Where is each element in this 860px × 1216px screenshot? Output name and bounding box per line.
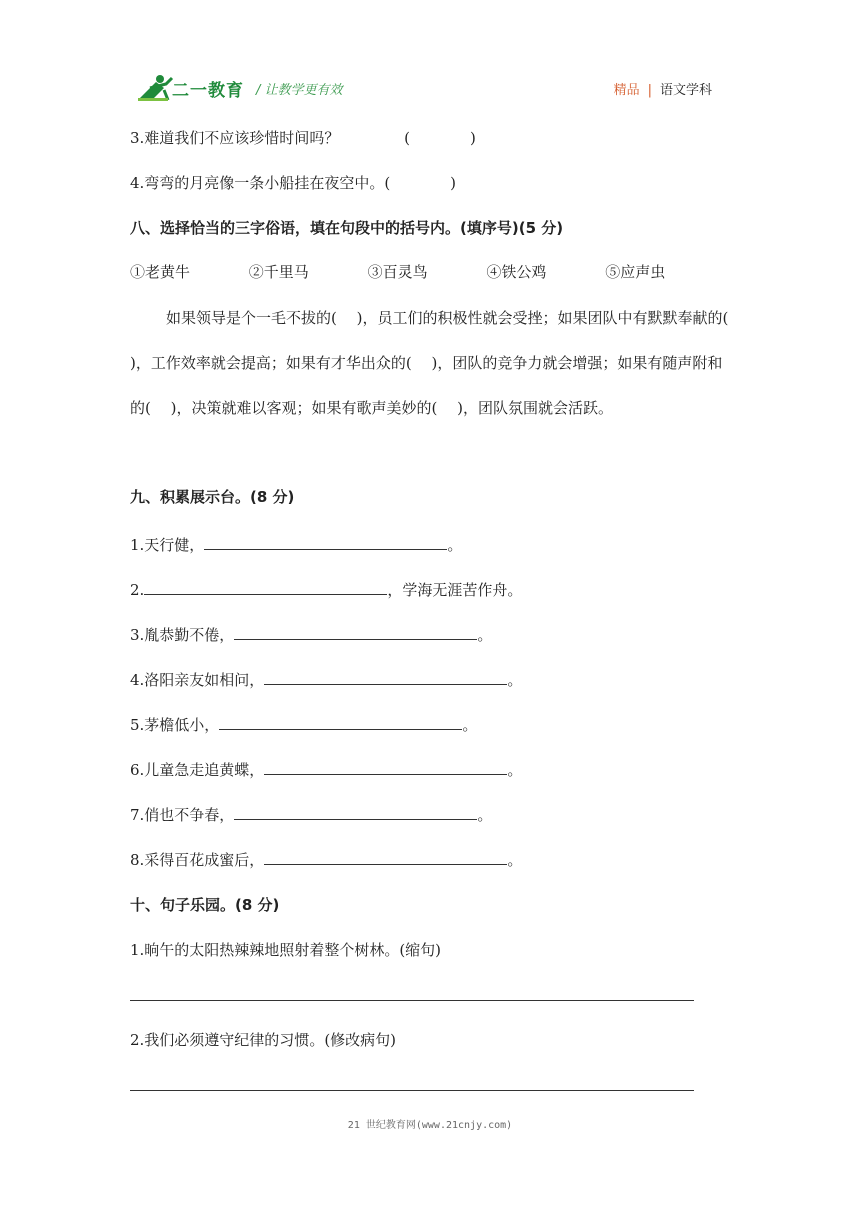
item-suffix: 。: [477, 626, 493, 644]
fill-item: [130, 625, 492, 645]
question-text: 2.我们必须遵守纪律的习惯。(修改病句): [130, 1031, 397, 1049]
page-footer: 21 世纪教育网(www.21cnjy.com): [347, 1120, 513, 1131]
fill-item: [130, 760, 522, 780]
logo-text: 二一教育: [172, 81, 244, 101]
item-text: 3.胤恭勤不倦，: [130, 626, 235, 644]
blank-line[interactable]: [219, 715, 462, 730]
item-suffix: 。: [507, 761, 523, 779]
item-suffix: 。: [507, 671, 523, 689]
question-text: 3.难道我们不应该珍惜时间吗？: [130, 129, 340, 147]
brand-accent: 精品: [613, 83, 640, 98]
option-item: ①老黄牛: [130, 263, 191, 281]
blank-line[interactable]: [234, 805, 477, 820]
slogan: / 让教学更有效: [256, 83, 343, 98]
option-list: [130, 262, 665, 282]
item-text: 2.: [130, 581, 145, 599]
item-text: 6.儿童急走追黄蝶，: [130, 761, 265, 779]
answer-line[interactable]: [130, 1090, 694, 1091]
item-text: 5.茅檐低小，: [130, 716, 220, 734]
option-item: ⑤应声虫: [605, 263, 666, 281]
answer-line[interactable]: [130, 1000, 694, 1001]
page-header: [0, 0, 860, 110]
item-suffix: 。: [477, 806, 493, 824]
option-item: ③百灵鸟: [367, 263, 428, 281]
brand-subject: 语文学科: [659, 83, 712, 98]
blank-line[interactable]: [264, 670, 507, 685]
item-suffix: 。: [462, 716, 478, 734]
answer-parens: ( ): [404, 129, 476, 147]
item-text: 7.俏也不争春，: [130, 806, 235, 824]
item-suffix: 。: [447, 536, 463, 554]
answer-parens: ( ): [384, 174, 457, 192]
question-text: 4.弯弯的月亮像一条小船挂在夜空中。: [130, 174, 385, 192]
blank-line[interactable]: [144, 580, 387, 595]
fill-item: [130, 850, 522, 870]
option-item: ④铁公鸡: [486, 263, 547, 281]
fill-paragraph: 如果领导是个一毛不拔的( )，员工们的积极性就会受挫；如果团队中有默默奉献的( )，工作效率就会提高；如果有才华出众的( )，团队的竞争力就会增强；如果有随声附和的( )，决策就难以客观；如果有歌声美妙的( )，团队氛围就会活跃。: [130, 309, 749, 417]
blank-line[interactable]: [204, 535, 447, 550]
question-item: [130, 128, 476, 148]
section-heading: 九、积累展示台。(8 分): [130, 488, 295, 506]
item-text: 4.洛阳亲友如相问，: [130, 671, 265, 689]
item-suffix: 。: [507, 851, 523, 869]
section-heading: 八、选择恰当的三字俗语，填在句段中的括号内。(填序号)(5 分): [130, 219, 564, 237]
section-heading: 十、句子乐园。(8 分): [130, 896, 280, 914]
fill-item: [130, 805, 492, 825]
question-item: [130, 173, 456, 193]
fill-item: [130, 670, 522, 690]
item-text: 1.天行健，: [130, 536, 205, 554]
fill-item: [130, 715, 477, 735]
item-text: 8.采得百花成蜜后，: [130, 851, 265, 869]
brand-separator: |: [647, 83, 652, 98]
blank-line[interactable]: [264, 760, 507, 775]
question-text: 1.晌午的太阳热辣辣地照射着整个树林。(缩句): [130, 941, 442, 959]
brand-label: [614, 79, 712, 98]
item-suffix: ，学海无涯苦作舟。: [387, 581, 523, 599]
fill-item: [130, 580, 522, 600]
blank-line[interactable]: [264, 850, 507, 865]
blank-line[interactable]: [234, 625, 477, 640]
option-item: ②千里马: [248, 263, 309, 281]
fill-item: [130, 535, 462, 555]
